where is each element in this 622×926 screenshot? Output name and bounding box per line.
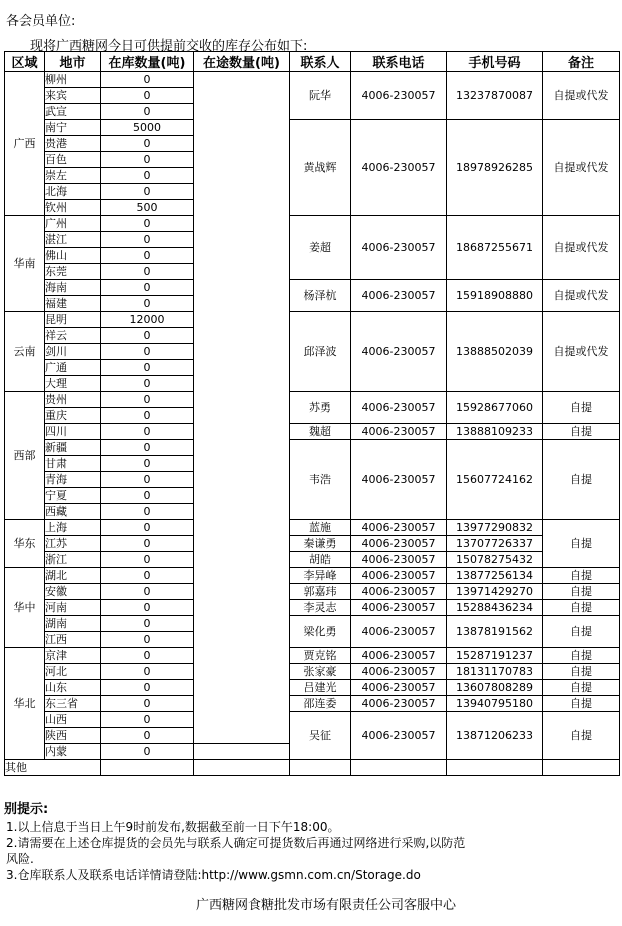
stock-cell: 0	[101, 536, 194, 552]
region-cell: 云南	[5, 312, 45, 392]
contact-name: 杨泽杭	[290, 280, 351, 312]
stock-cell: 0	[101, 232, 194, 248]
table-row	[5, 552, 620, 568]
table-row	[5, 120, 620, 136]
table-row	[5, 424, 620, 440]
city-cell: 百色	[45, 152, 101, 168]
stock-cell: 0	[101, 104, 194, 120]
contact-mobile: 15288436234	[447, 600, 543, 616]
contact-phone: 4006-230057	[351, 440, 447, 520]
note-cell: 自提或代发	[543, 216, 620, 280]
col-header-region: 区域	[5, 52, 45, 72]
contact-name: 吴征	[290, 712, 351, 760]
contact-mobile: 15607724162	[447, 440, 543, 520]
contact-mobile: 13707726337	[447, 536, 543, 552]
city-cell: 山东	[45, 680, 101, 696]
table-row	[5, 520, 620, 536]
contact-mobile: 15928677060	[447, 392, 543, 424]
contact-phone: 4006-230057	[351, 648, 447, 664]
contact-mobile: 15918908880	[447, 280, 543, 312]
greeting-line: 各会员单位:	[6, 14, 76, 29]
contact-phone	[351, 760, 447, 776]
contact-name	[290, 760, 351, 776]
contact-mobile: 13871206233	[447, 712, 543, 760]
city-cell: 青海	[45, 472, 101, 488]
city-cell: 河北	[45, 664, 101, 680]
stock-cell: 0	[101, 360, 194, 376]
table-row	[5, 680, 620, 696]
city-cell: 贵港	[45, 136, 101, 152]
stock-cell: 0	[101, 744, 194, 760]
city-cell: 四川	[45, 424, 101, 440]
col-header-mobile: 手机号码	[447, 52, 543, 72]
header-row	[5, 52, 620, 72]
note-cell: 自提或代发	[543, 120, 620, 216]
contact-name: 魏超	[290, 424, 351, 440]
contact-name: 郭嘉玮	[290, 584, 351, 600]
region-cell: 西部	[5, 392, 45, 520]
table-row	[5, 760, 620, 776]
stock-cell: 0	[101, 664, 194, 680]
contact-name: 姜超	[290, 216, 351, 280]
contact-name: 张家豪	[290, 664, 351, 680]
contact-phone: 4006-230057	[351, 616, 447, 648]
city-cell: 海南	[45, 280, 101, 296]
city-cell: 西藏	[45, 504, 101, 520]
note-cell	[543, 760, 620, 776]
city-cell: 武宣	[45, 104, 101, 120]
stock-cell: 0	[101, 712, 194, 728]
inventory-table	[4, 51, 620, 776]
contact-name: 梁化勇	[290, 616, 351, 648]
stock-cell: 500	[101, 200, 194, 216]
contact-mobile: 13971429270	[447, 584, 543, 600]
contact-mobile: 15287191237	[447, 648, 543, 664]
city-cell: 柳州	[45, 72, 101, 88]
stock-cell: 0	[101, 136, 194, 152]
contact-name: 李异峰	[290, 568, 351, 584]
contact-name: 蓝施	[290, 520, 351, 536]
region-cell: 华南	[5, 216, 45, 312]
contact-mobile: 13607808289	[447, 680, 543, 696]
table-row	[5, 616, 620, 632]
note-cell: 自提	[543, 568, 620, 584]
stock-cell: 0	[101, 440, 194, 456]
stock-cell: 0	[101, 680, 194, 696]
stock-cell: 0	[101, 616, 194, 632]
stock-cell: 0	[101, 376, 194, 392]
note-cell: 自提	[543, 600, 620, 616]
note-cell: 自提	[543, 440, 620, 520]
city-cell: 重庆	[45, 408, 101, 424]
city-cell: 湛江	[45, 232, 101, 248]
stock-cell: 0	[101, 648, 194, 664]
intro-line: 现将广西糖网今日可供提前交收的库存公布如下:	[30, 39, 308, 54]
city-cell: 宁夏	[45, 488, 101, 504]
city-cell: 佛山	[45, 248, 101, 264]
city-cell: 江苏	[45, 536, 101, 552]
contact-name: 阮华	[290, 72, 351, 120]
contact-mobile: 18131170783	[447, 664, 543, 680]
contact-name: 苏勇	[290, 392, 351, 424]
city-cell: 河南	[45, 600, 101, 616]
contact-mobile: 15078275432	[447, 552, 543, 568]
contact-phone: 4006-230057	[351, 72, 447, 120]
city-cell: 崇左	[45, 168, 101, 184]
contact-phone: 4006-230057	[351, 312, 447, 392]
col-header-city: 地市	[45, 52, 101, 72]
stock-cell: 0	[101, 216, 194, 232]
contact-phone: 4006-230057	[351, 664, 447, 680]
note-cell: 自提	[543, 616, 620, 648]
contact-name: 秦谦勇	[290, 536, 351, 552]
contact-name: 吕建光	[290, 680, 351, 696]
city-cell: 南宁	[45, 120, 101, 136]
city-cell: 江西	[45, 632, 101, 648]
stock-cell: 0	[101, 552, 194, 568]
stock-cell: 0	[101, 424, 194, 440]
note-cell: 自提或代发	[543, 312, 620, 392]
tips-title: 别提示:	[4, 802, 49, 817]
note-cell: 自提	[543, 520, 620, 568]
city-cell: 东莞	[45, 264, 101, 280]
region-cell: 华东	[5, 520, 45, 568]
contact-mobile: 13977290832	[447, 520, 543, 536]
contact-mobile: 18978926285	[447, 120, 543, 216]
table-row	[5, 392, 620, 408]
region-cell: 广西	[5, 72, 45, 216]
city-cell: 甘肃	[45, 456, 101, 472]
contact-phone: 4006-230057	[351, 424, 447, 440]
note-cell: 自提	[543, 584, 620, 600]
table-row	[5, 216, 620, 232]
note-cell: 自提	[543, 648, 620, 664]
stock-cell: 0	[101, 568, 194, 584]
contact-mobile: 18687255671	[447, 216, 543, 280]
stock-cell: 0	[101, 392, 194, 408]
contact-name: 邵连委	[290, 696, 351, 712]
contact-mobile: 13877256134	[447, 568, 543, 584]
region-cell: 华中	[5, 568, 45, 648]
other-label: 其他	[5, 760, 101, 776]
contact-phone: 4006-230057	[351, 680, 447, 696]
table-row	[5, 568, 620, 584]
note-cell: 自提	[543, 392, 620, 424]
contact-mobile	[447, 760, 543, 776]
contact-phone: 4006-230057	[351, 392, 447, 424]
stock-cell: 0	[101, 584, 194, 600]
stock-cell: 0	[101, 520, 194, 536]
city-cell: 湖北	[45, 568, 101, 584]
note-cell: 自提	[543, 680, 620, 696]
stock-cell: 0	[101, 280, 194, 296]
stock-cell: 0	[101, 184, 194, 200]
tip-line-3: 3.仓库联系人及联系电话详情请登陆:http://www.gsmn.com.cn/Storage.do	[6, 868, 421, 882]
contact-mobile: 13888502039	[447, 312, 543, 392]
city-cell: 湖南	[45, 616, 101, 632]
note-cell: 自提	[543, 712, 620, 760]
stock-cell: 12000	[101, 312, 194, 328]
contact-name: 胡皓	[290, 552, 351, 568]
stock-cell: 0	[101, 152, 194, 168]
city-cell: 内蒙	[45, 744, 101, 760]
stock-cell: 0	[101, 696, 194, 712]
table-row	[5, 440, 620, 456]
city-cell: 陕西	[45, 728, 101, 744]
region-cell: 华北	[5, 648, 45, 760]
city-cell: 东三省	[45, 696, 101, 712]
city-cell: 广州	[45, 216, 101, 232]
contact-phone: 4006-230057	[351, 696, 447, 712]
stock-cell: 0	[101, 72, 194, 88]
city-cell: 昆明	[45, 312, 101, 328]
table-row	[5, 696, 620, 712]
stock-cell: 0	[101, 632, 194, 648]
city-cell: 浙江	[45, 552, 101, 568]
note-cell: 自提	[543, 696, 620, 712]
note-cell: 自提或代发	[543, 280, 620, 312]
table-row	[5, 664, 620, 680]
city-cell: 钦州	[45, 200, 101, 216]
contact-mobile: 13237870087	[447, 72, 543, 120]
col-header-contact: 联系人	[290, 52, 351, 72]
tip-line-1: 1.以上信息于当日上午9时前发布,数据截至前一日下午18:00。	[6, 820, 340, 834]
tip-line-2: 2.请需要在上述仓库提货的会员先与联系人确定可提货数后再通过网络进行采购,以防范	[6, 836, 466, 850]
footer-org: 广西糖网食糖批发市场有限责任公司客服中心	[196, 898, 457, 913]
stock-cell: 0	[101, 504, 194, 520]
stock-cell: 0	[101, 488, 194, 504]
city-cell: 广通	[45, 360, 101, 376]
stock-cell: 0	[101, 168, 194, 184]
contact-phone: 4006-230057	[351, 600, 447, 616]
col-header-phone: 联系电话	[351, 52, 447, 72]
table-row	[5, 648, 620, 664]
note-cell: 自提	[543, 664, 620, 680]
table-row	[5, 600, 620, 616]
stock-cell: 0	[101, 408, 194, 424]
city-cell: 上海	[45, 520, 101, 536]
city-cell: 贵州	[45, 392, 101, 408]
stock-cell: 0	[101, 728, 194, 744]
stock-cell: 0	[101, 296, 194, 312]
contact-name: 黄战辉	[290, 120, 351, 216]
contact-mobile: 13940795180	[447, 696, 543, 712]
contact-phone: 4006-230057	[351, 712, 447, 760]
contact-phone: 4006-230057	[351, 120, 447, 216]
stock-cell: 0	[101, 456, 194, 472]
col-header-stock: 在库数量(吨)	[101, 52, 194, 72]
city-cell: 京津	[45, 648, 101, 664]
stock-cell: 0	[101, 344, 194, 360]
contact-phone: 4006-230057	[351, 552, 447, 568]
note-cell: 自提或代发	[543, 72, 620, 120]
transit-cell	[194, 760, 290, 776]
contact-phone: 4006-230057	[351, 568, 447, 584]
city-cell: 安徽	[45, 584, 101, 600]
contact-name: 贾克铭	[290, 648, 351, 664]
city-cell: 北海	[45, 184, 101, 200]
stock-cell: 5000	[101, 120, 194, 136]
stock-cell: 0	[101, 248, 194, 264]
city-cell: 福建	[45, 296, 101, 312]
table-row	[5, 72, 620, 88]
stock-cell: 0	[101, 472, 194, 488]
table-row	[5, 312, 620, 328]
transit-column	[194, 72, 290, 744]
stock-cell: 0	[101, 88, 194, 104]
contact-name: 李灵志	[290, 600, 351, 616]
table-row	[5, 712, 620, 728]
col-header-note: 备注	[543, 52, 620, 72]
tip-line-2-continued: 风险.	[6, 852, 34, 866]
contact-mobile: 13878191562	[447, 616, 543, 648]
city-cell: 祥云	[45, 328, 101, 344]
contact-name: 韦浩	[290, 440, 351, 520]
table-row	[5, 584, 620, 600]
city-cell: 大理	[45, 376, 101, 392]
table-row	[5, 536, 620, 552]
city-cell: 剑川	[45, 344, 101, 360]
stock-cell: 0	[101, 264, 194, 280]
note-cell: 自提	[543, 424, 620, 440]
contact-phone: 4006-230057	[351, 536, 447, 552]
contact-phone: 4006-230057	[351, 280, 447, 312]
table-row	[5, 280, 620, 296]
city-cell: 新疆	[45, 440, 101, 456]
contact-mobile: 13888109233	[447, 424, 543, 440]
contact-phone: 4006-230057	[351, 584, 447, 600]
col-header-transit: 在途数量(吨)	[194, 52, 290, 72]
city-cell: 来宾	[45, 88, 101, 104]
city-cell: 山西	[45, 712, 101, 728]
contact-phone: 4006-230057	[351, 520, 447, 536]
contact-phone: 4006-230057	[351, 216, 447, 280]
stock-cell: 0	[101, 600, 194, 616]
stock-cell	[101, 760, 194, 776]
stock-cell: 0	[101, 328, 194, 344]
contact-name: 邱泽波	[290, 312, 351, 392]
